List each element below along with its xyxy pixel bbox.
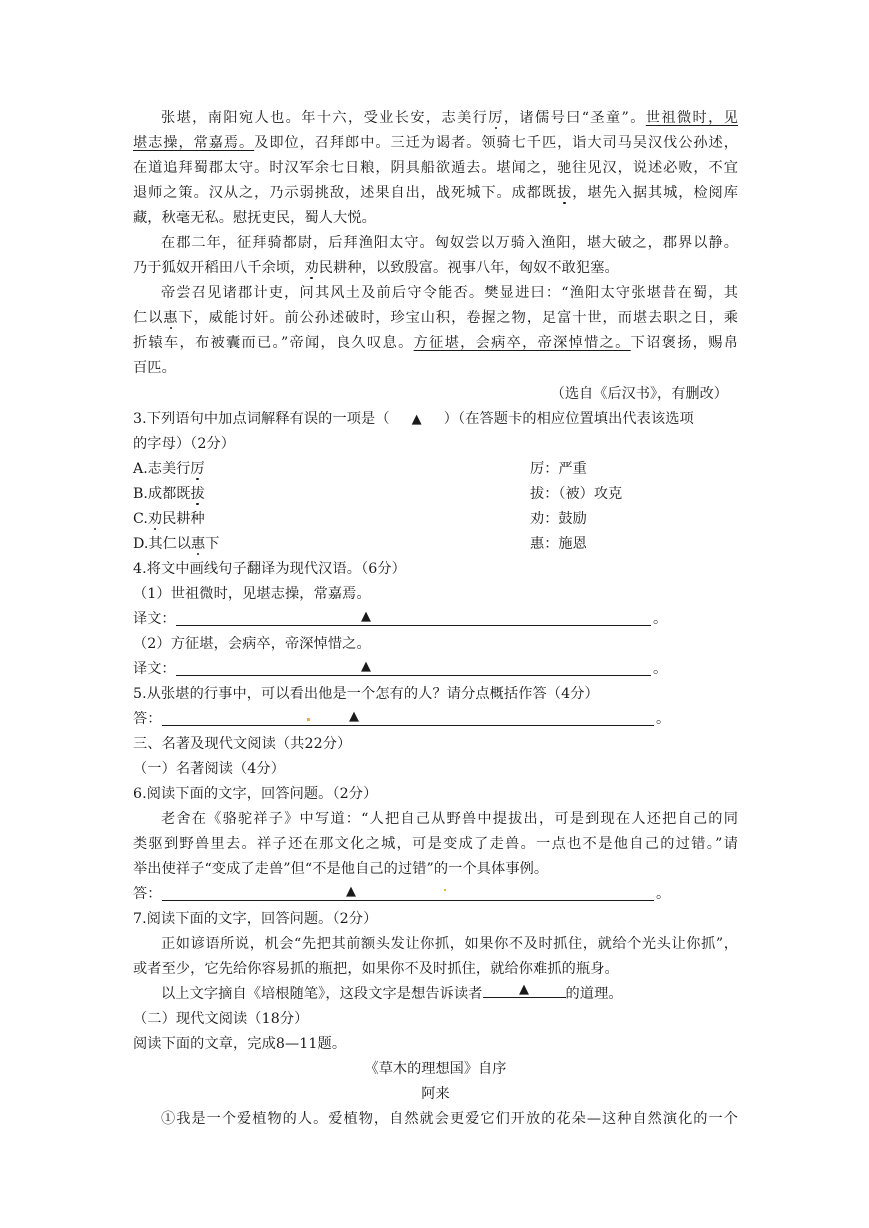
q3-option-b: B.成都既拔	[133, 486, 205, 502]
q6-stem: 6.阅读下面的文字，回答问题。（2分）	[133, 786, 378, 802]
q7-fill-line: 以上文字摘自《培根随笔》，这段文字是想告诉读者 ▲ 的道理。	[161, 982, 623, 1002]
q4-sentence-2: （2）方征堪，会病卒，帝深悼惜之。	[133, 636, 371, 652]
dotted-char: 劝	[304, 260, 319, 276]
passage-line: 在道追拜蜀郡太守。时汉军余七日粮，阴具船欲遁去。堪闻之，驰往见汉，说述必败，不宜	[133, 160, 738, 176]
q6-body-line: 举出使祥子“变成了走兽”但“不是他自己的过错”的一个具体事例。	[133, 861, 549, 877]
q6-answer-line[interactable]	[162, 900, 654, 901]
dotted-char: 厉	[488, 110, 504, 126]
passage-line: 张堪，南阳宛人也。年十六，受业长安，志美行厉，诸儒号曰“圣童”。世祖微时，见	[161, 110, 738, 126]
q7-body-line: 正如谚语所说，机会“先把其前额头发让你抓，如果你不及时抓住，就给个光头让你抓”，	[161, 936, 738, 952]
passage-source: （选自《后汉书》，有删改）	[550, 386, 728, 402]
q3-option-d-gloss: 惠：施恩	[530, 536, 587, 552]
passage-line: 堪志操，常嘉焉。及即位，召拜郎中。三迁为谒者。领骑七千匹，诣大司马吴汉伐公孙述，	[133, 135, 738, 151]
passage-line: 藏，秋毫无私。慰抚吏民，蜀人大悦。	[133, 210, 376, 226]
q4-answer-line-2[interactable]	[176, 675, 651, 676]
passage-line: 仁以惠下，威能讨奸。前公孙述破时，珍宝山积，卷握之物，足富十世，而堪去职之日，乘	[133, 310, 738, 326]
q4-answer-line-1[interactable]	[176, 625, 651, 626]
q5-label: 答：	[133, 711, 162, 727]
underlined-sentence: 堪志操，常嘉焉。	[133, 135, 255, 151]
q5-answer-line[interactable]	[162, 725, 654, 726]
q6-body-line: 类驱到野兽里去。祥子还在那文化之城，可是变成了走兽。一点也不是他自己的过错。”请	[133, 836, 738, 852]
underlined-sentence: 世祖微时，见	[645, 110, 738, 126]
q4-sentence-1: （1）世祖微时，见堪志操，常嘉焉。	[133, 586, 371, 602]
q6-body-line: 老舍在《骆驼祥子》中写道：“人把自己从野兽中提拔出，可是到现在人还把自己的同	[161, 811, 738, 827]
q6-label: 答：	[133, 886, 162, 902]
ink-speck	[444, 889, 446, 891]
article-author: 阿来	[421, 1086, 450, 1102]
q7-fill-blank	[483, 982, 566, 998]
passage-line: 乃于狐奴开稻田八千余顷，劝民耕种，以致殷富。视事八年，匈奴不敢犯塞。	[133, 260, 619, 276]
subsection-title: （二）现代文阅读（18分）	[133, 1011, 309, 1027]
dotted-char: 拔	[557, 185, 573, 201]
q7-stem: 7.阅读下面的文字，回答问题。（2分）	[133, 911, 378, 927]
dotted-char: 惠	[163, 310, 179, 326]
q7-body-line: 或者至少，它先给你容易抓的瓶把，如果你不及时抓住，就给你难抓的瓶身。	[133, 961, 619, 977]
q3-option-a-gloss: 厉：严重	[530, 461, 587, 477]
q3-option-d: D.其仁以惠下	[133, 536, 220, 552]
passage-line: 帝尝召见诸郡计吏，问其风土及前后守令能否。樊显进曰：“渔阳太守张堪昔在蜀，其	[161, 285, 738, 301]
q4-label-2: 译文：	[133, 661, 176, 677]
q5-stem: 5.从张堪的行事中，可以看出他是一个怎有的人？请分点概括作答（4分）	[133, 686, 599, 702]
passage-line: 退师之策。汉从之，乃示弱挑敌，述果自出，战死城下。成都既拔，堪先入据其城，检阅库	[133, 185, 738, 201]
subsection-title: （一）名著阅读（4分）	[133, 761, 286, 777]
underlined-sentence: 方征堪，会病卒，帝深悼惜之。	[413, 335, 631, 351]
q3-stem: 3.下列语句中加点词解释有误的一项是（ ▲ ）（在答题卡的相应位置填出代表该选项	[133, 411, 694, 427]
q3-stem-cont: 的字母）（2分）	[133, 436, 236, 452]
q3-option-b-gloss: 拔：（被）攻克	[530, 486, 623, 502]
article-title: 《草木的理想国》自序	[364, 1061, 507, 1077]
article-first-line: ①我是一个爱植物的人。爱植物，自然就会更爱它们开放的花朵—这种自然演化的一个	[161, 1111, 738, 1127]
line-end-period: 。	[656, 886, 671, 902]
q3-option-a: A.志美行厉	[133, 461, 205, 477]
q3-option-c-gloss: 劝：鼓励	[530, 511, 587, 527]
answer-triangle-icon: ▲	[346, 884, 356, 899]
passage-line: 在郡二年，征拜骑都尉，后拜渔阳太守。匈奴尝以万骑入渔阳，堪大破之，郡界以静。	[161, 235, 738, 251]
q3-option-c: C.劝民耕种	[133, 511, 205, 527]
section-title: 三、名著及现代文阅读（共22分）	[133, 736, 352, 752]
line-end-period: 。	[653, 611, 668, 627]
answer-triangle-icon: ▲	[349, 709, 359, 724]
line-end-period: 。	[653, 661, 668, 677]
answer-triangle-icon: ▲	[518, 982, 530, 997]
passage-line: 折辕车，布被囊而已。”帝闻，良久叹息。方征堪，会病卒，帝深悼惜之。下诏褒扬，赐帛	[133, 335, 738, 351]
ink-speck	[307, 718, 310, 721]
answer-triangle-icon: ▲	[361, 659, 371, 674]
passage-line: 百匹。	[133, 360, 176, 376]
q4-stem: 4.将文中画线句子翻译为现代汉语。（6分）	[133, 561, 406, 577]
answer-triangle-icon: ▲	[411, 412, 422, 427]
line-end-period: 。	[656, 711, 671, 727]
q4-label-1: 译文：	[133, 611, 176, 627]
answer-triangle-icon: ▲	[361, 609, 371, 624]
reading-intro: 阅读下面的文章，完成8—11题。	[133, 1036, 347, 1052]
